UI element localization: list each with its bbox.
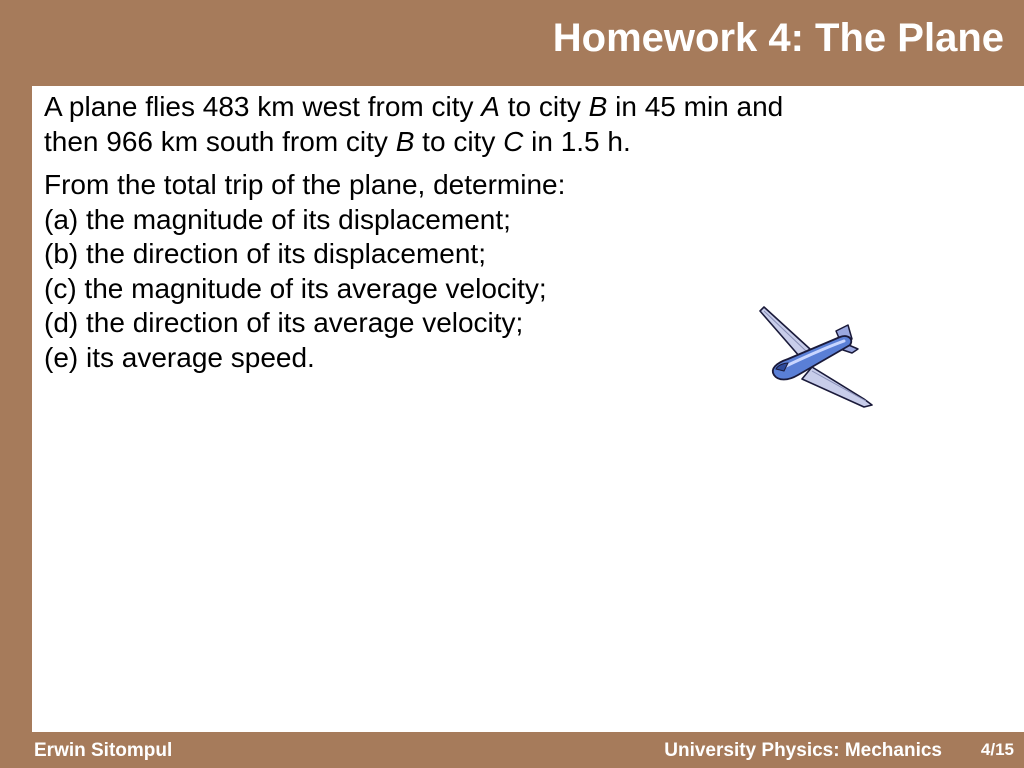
question-item-e: (e) its average speed. bbox=[44, 341, 315, 373]
question-item-d: (d) the direction of its average velocity; bbox=[44, 307, 524, 338]
text-segment: then 966 km south from city bbox=[44, 125, 396, 157]
text-segment: to city bbox=[499, 91, 589, 122]
statement-line-2 bbox=[44, 125, 984, 160]
footer-course: University Physics: Mechanics bbox=[664, 740, 942, 761]
city-label: A bbox=[481, 91, 500, 122]
question-item-c: (c) the magnitude of its average velocity; bbox=[44, 272, 547, 304]
question-prompt: From the total trip of the plane, determine: bbox=[44, 169, 566, 200]
statement-line-1 bbox=[44, 90, 984, 125]
problem-statement bbox=[44, 90, 984, 159]
page-number: 4/15 bbox=[980, 740, 1014, 759]
text-segment: to city bbox=[414, 125, 504, 157]
question-item-b: (b) the direction of its displacement; bbox=[44, 238, 486, 269]
text-segment: in 45 min and bbox=[607, 91, 784, 122]
question-item-a: (a) the magnitude of its displacement; bbox=[44, 203, 511, 235]
footer-author: Erwin Sitompul bbox=[34, 740, 173, 761]
city-label: B bbox=[588, 91, 608, 122]
city-label: B bbox=[395, 125, 415, 157]
slide-title: Homework 4: The Plane bbox=[552, 16, 1004, 60]
city-label: C bbox=[503, 125, 524, 157]
airplane-icon bbox=[752, 305, 876, 411]
text-segment: A plane flies 483 km west from city bbox=[44, 91, 482, 122]
text-segment: in 1.5 h. bbox=[523, 125, 631, 157]
